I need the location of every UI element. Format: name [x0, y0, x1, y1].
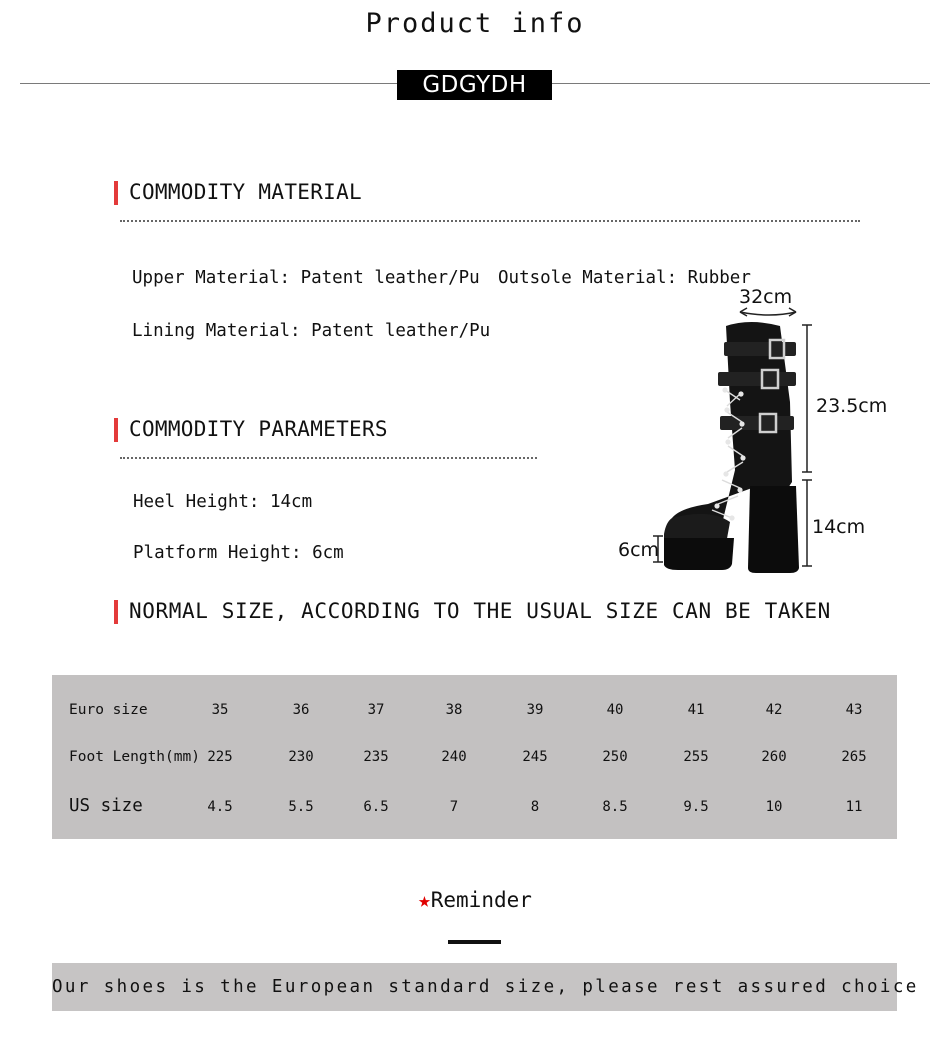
- parameters-section-title: COMMODITY PARAMETERS: [129, 417, 388, 441]
- table-cell: 230: [288, 749, 314, 765]
- table-cell: 8.5: [602, 799, 628, 815]
- row-label-us: US size: [69, 796, 143, 816]
- table-cell: 4.5: [207, 799, 233, 815]
- star-icon: ★: [418, 888, 431, 912]
- brand-label: GDGYDH: [397, 70, 552, 100]
- table-cell: 255: [683, 749, 709, 765]
- table-cell: 38: [445, 702, 463, 718]
- table-cell: 250: [602, 749, 628, 765]
- table-cell: 8: [530, 799, 540, 815]
- outsole-material: Outsole Material: Rubber: [498, 268, 751, 288]
- table-cell: 37: [367, 702, 385, 718]
- size-note: NORMAL SIZE, ACCORDING TO THE USUAL SIZE CAN BE TAKEN: [129, 599, 831, 623]
- table-cell: 9.5: [683, 799, 709, 815]
- section-marker: [114, 181, 118, 205]
- reminder-notice: Our shoes is the European standard size, please rest assured choice: [52, 963, 897, 1011]
- reminder-title: Reminder: [430, 888, 532, 912]
- dotted-divider: [120, 220, 860, 222]
- table-cell: 11: [845, 799, 863, 815]
- upper-material: Upper Material: Patent leather/Pu: [132, 268, 480, 288]
- table-cell: 10: [765, 799, 783, 815]
- table-cell: 39: [526, 702, 544, 718]
- heel-height-label: 14cm: [812, 516, 866, 538]
- table-cell: 245: [522, 749, 548, 765]
- table-cell: 240: [441, 749, 467, 765]
- table-cell: 43: [845, 702, 863, 718]
- table-cell: 41: [687, 702, 705, 718]
- heel-height: Heel Height: 14cm: [133, 492, 313, 512]
- size-table: [52, 675, 897, 839]
- table-cell: 260: [761, 749, 787, 765]
- table-cell: 6.5: [363, 799, 389, 815]
- table-cell: 265: [841, 749, 867, 765]
- section-marker: [114, 418, 118, 442]
- row-label-foot-length: Foot Length(mm): [69, 749, 200, 765]
- table-cell: 235: [363, 749, 389, 765]
- platform-height-label: 6cm: [618, 539, 660, 561]
- table-cell: 35: [211, 702, 229, 718]
- table-cell: 7: [449, 799, 459, 815]
- platform-height: Platform Height: 6cm: [133, 543, 344, 563]
- table-cell: 42: [765, 702, 783, 718]
- circumference-label: 32cm: [739, 286, 793, 308]
- reminder-heading: [0, 888, 950, 912]
- dotted-divider: [120, 457, 537, 459]
- lining-material: Lining Material: Patent leather/Pu: [132, 321, 491, 341]
- table-cell: 225: [207, 749, 233, 765]
- shaft-height-label: 23.5cm: [816, 395, 888, 417]
- material-section-title: COMMODITY MATERIAL: [129, 180, 362, 204]
- table-cell: 5.5: [288, 799, 314, 815]
- reminder-underline: [448, 940, 501, 944]
- section-marker: [114, 600, 118, 624]
- table-cell: 40: [606, 702, 624, 718]
- table-cell: 36: [292, 702, 310, 718]
- page-title: Product info: [365, 8, 585, 39]
- row-label-euro: Euro size: [69, 702, 148, 718]
